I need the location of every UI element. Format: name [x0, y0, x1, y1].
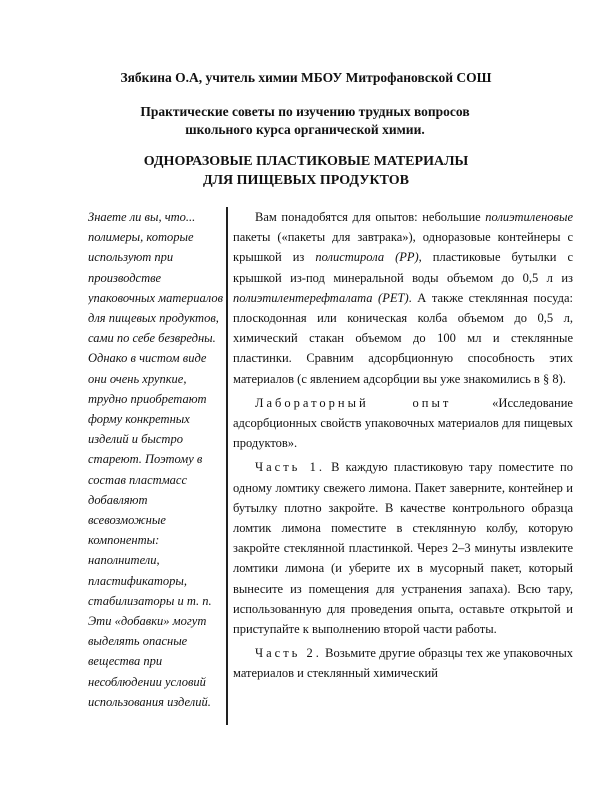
title-line-1: ОДНОРАЗОВЫЕ ПЛАСТИКОВЫЕ МАТЕРИАЛЫ — [143, 154, 469, 169]
part-2-label: Часть 2. — [255, 646, 322, 661]
author-line: Зябкина О.А, учитель химии МБОУ Митрофановской СОШ — [120, 70, 492, 85]
main-text — [233, 207, 573, 747]
lab-experiment-label: Лабораторный опыт — [255, 395, 452, 410]
title-line-2: ДЛЯ ПИЩЕВЫХ ПРОДУКТОВ — [202, 173, 410, 188]
part-2-paragraph — [233, 643, 573, 683]
term-polyethylene: полиэтиленовые — [485, 210, 573, 224]
part-1-paragraph — [233, 457, 573, 639]
text-run: пакеты («пакеты для завтрака»), одноразовые контейнеры с крышкой из — [233, 230, 573, 265]
materials-paragraph — [233, 207, 573, 389]
text-run: . А также стеклянная посуда: плоскодонная или коническая колба объемом до 0,5 л, химический стакан объемом до 100 мл и стеклянные пластинки. Сравним адсорбционную способность этих материалов (с явлением адсорбции вы уже знакомились в § 8). — [233, 290, 573, 386]
text-run: Возьмите другие образцы тех же упаковочных материалов и стеклянный химический — [233, 646, 573, 681]
lab-experiment-paragraph — [233, 393, 573, 454]
sidebar-paragraph-1: Знаете ли вы, что... полимеры, которые используют при производстве упаковочных материалов для пищевых продуктов, сами по себе безвредны. — [88, 210, 223, 346]
term-polystyrene: полистирола (PP) — [315, 250, 419, 265]
subtitle: Практические советы по изучению трудных вопросов школьного курса органической химии. — [140, 104, 470, 137]
text-run: , пластиковые бутылки с крышкой из-под минеральной воды объемом до 0,5 л из — [233, 250, 573, 285]
part-1-label: Часть 1. — [255, 460, 325, 475]
sidebar-paragraph-2: Однако в чистом виде они очень хрупкие, трудно приобретают форму конкретных изделий и быстро стареют. Поэтому в состав пластмасс добавляют всевозможные компоненты: наполнители, пластификаторы, стабилизаторы и т. п. Эти «добавки» могут выделять опасные вещества при несоблюдении условий использования изделий. — [88, 351, 212, 709]
text-run: Вам понадобятся для опытов: небольшие — [255, 210, 486, 224]
text-run: «Исследование адсорбционных свойств упаковочных материалов для пищевых продуктов». — [233, 395, 573, 451]
did-you-know-sidebar — [88, 207, 228, 725]
text-run: В каждую пластиковую тару поместите по одному ломтику свежего лимона. Пакет заверните, контейнер и бутылку плотно закройте. В качестве контрольного образца ломтик лимона поместите в стеклянную колбу, которую закройте стеклянной пластинкой. Через 2–3 минуты извлеките ломтики лимона (и уберите их в мусорный пакет, который вынесите из помещения для устранения запаха). Всю тару, использованную для проведения опыта, оставьте открытой и приступайте к выполнению второй части работы. — [233, 460, 573, 637]
page-title — [0, 152, 612, 190]
term-pet: полиэтилентерефталата (PET) — [233, 290, 409, 305]
